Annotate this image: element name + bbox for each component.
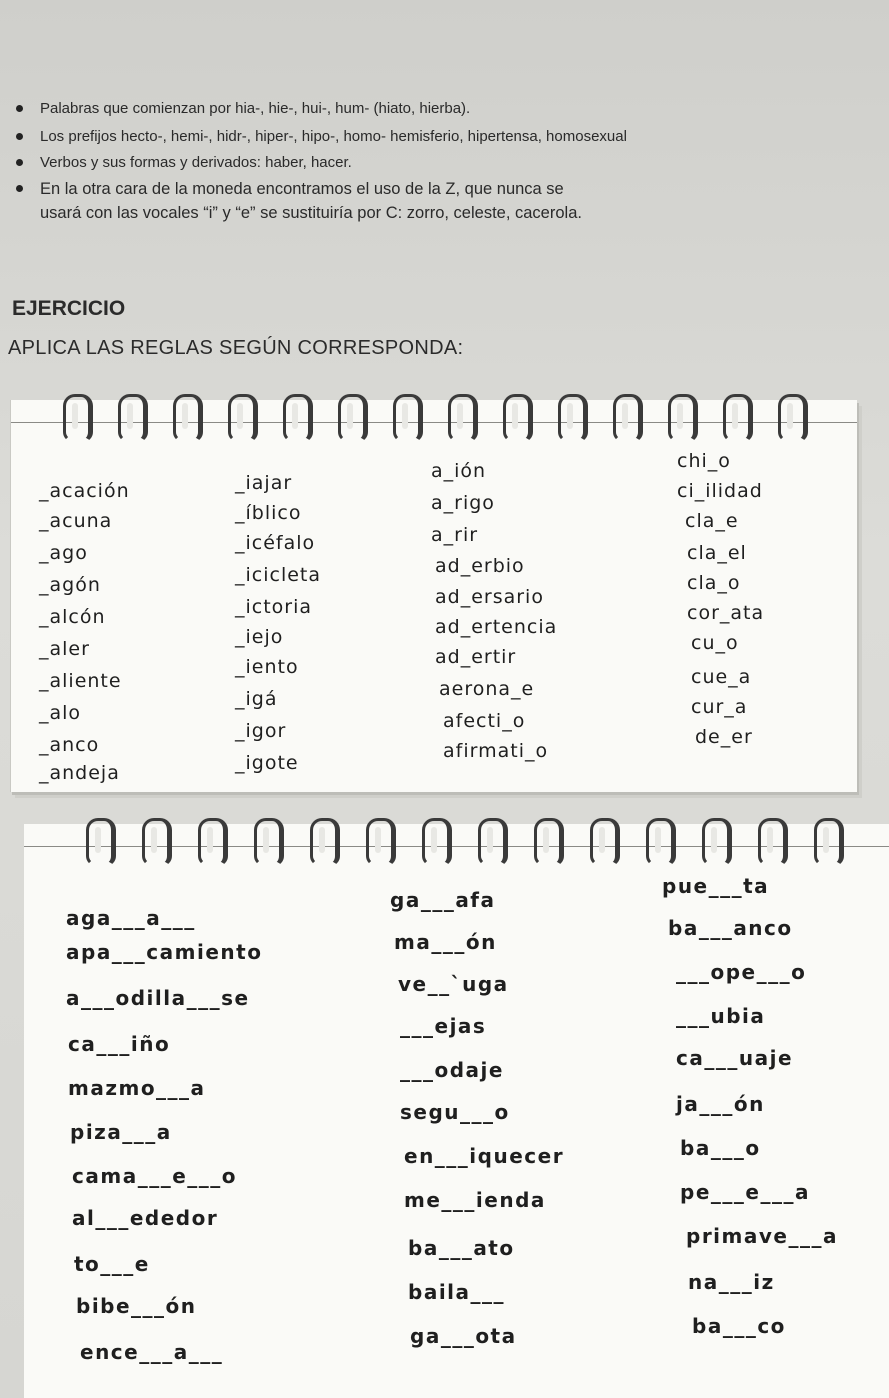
word-item: _icicleta [235, 564, 322, 586]
word-item: _acuna [39, 510, 113, 532]
word-item: _iajar [235, 472, 293, 494]
spiral-ring-icon [393, 394, 423, 442]
bullet-dot [16, 105, 23, 112]
word-item: _icéfalo [235, 532, 316, 554]
word-item: de_er [695, 726, 753, 748]
word-item: en___iquecer [404, 1144, 565, 1168]
spiral-ring-icon [198, 818, 228, 866]
spiral-ring-icon [503, 394, 533, 442]
word-item: al___ededor [72, 1206, 219, 1230]
word-item: ba___co [692, 1314, 786, 1338]
word-item: _íblico [235, 502, 302, 524]
spiral-ring-icon [63, 394, 93, 442]
rule-text-continuation: usará con las vocales “i” y “e” se sustituiría por C: zorro, celeste, cacerola. [40, 204, 582, 222]
word-item: _iejo [235, 626, 284, 648]
spiral-ring-icon [590, 818, 620, 866]
word-item: primave___a [686, 1224, 838, 1248]
word-item: ad_erbio [435, 555, 525, 577]
spiral-ring-icon [86, 818, 116, 866]
word-item: _iento [235, 656, 299, 678]
word-item: pue___ta [662, 874, 770, 898]
word-item: ad_ersario [435, 586, 544, 608]
spiral-ring-icon [118, 394, 148, 442]
bullet-dot [16, 159, 23, 166]
spiral-ring-icon [283, 394, 313, 442]
rule-text: En la otra cara de la moneda encontramos el uso de la Z, que nunca se [40, 180, 564, 198]
word-item: ence___a___ [80, 1340, 224, 1364]
word-item: aerona_e [439, 678, 535, 700]
spiral-ring-icon [338, 394, 368, 442]
word-item: afirmati_o [443, 740, 549, 762]
spiral-ring-icon [646, 818, 676, 866]
spiral-ring-icon [254, 818, 284, 866]
word-item: a_ión [431, 460, 487, 482]
word-item: cor_ata [687, 602, 765, 624]
word-item: ca___uaje [676, 1046, 794, 1070]
spiral-ring-icon [173, 394, 203, 442]
word-item: apa___camiento [66, 940, 263, 964]
word-item: me___ienda [404, 1188, 546, 1212]
word-item: cla_o [687, 572, 741, 594]
word-item: ad_ertir [435, 646, 517, 668]
rule-item [40, 154, 352, 171]
spiral-ring-icon [814, 818, 844, 866]
word-item: to___e [74, 1252, 150, 1276]
word-item: _ictoria [235, 596, 313, 618]
word-item: baila___ [408, 1280, 506, 1304]
spiral-ring-icon [702, 818, 732, 866]
word-item: ve__`uga [398, 972, 509, 996]
spiral-ring-icon [758, 818, 788, 866]
rule-item [40, 180, 582, 222]
word-item: pe___e___a [680, 1180, 810, 1204]
spiral-ring-icon [778, 394, 808, 442]
spiral-ring-icon [422, 818, 452, 866]
word-item: ___ubia [676, 1004, 766, 1028]
word-item: cla_e [685, 510, 739, 532]
word-item: ba___ato [408, 1236, 515, 1260]
word-item: _acación [39, 480, 130, 502]
word-item: ___odaje [400, 1058, 504, 1082]
spiral-card-2 [24, 824, 889, 1398]
spiral-ring-icon [228, 394, 258, 442]
rule-item [40, 128, 627, 145]
rule-text: Palabras que comienzan por hia-, hie-, hui-, hum- (hiato, hierba). [40, 100, 471, 117]
word-item: chi_o [677, 450, 731, 472]
word-item: ba___o [680, 1136, 761, 1160]
word-item: cla_el [687, 542, 747, 564]
word-item: _alo [39, 702, 82, 724]
spiral-ring-icon [613, 394, 643, 442]
word-item: ja___ón [676, 1092, 765, 1116]
word-item: segu___o [400, 1100, 510, 1124]
word-item: ba___anco [668, 916, 793, 940]
rule-text: Los prefijos hecto-, hemi-, hidr-, hiper-, hipo-, homo- hemisferio, hipertensa, homosexual [40, 128, 627, 145]
word-item: a___odilla___se [66, 986, 250, 1010]
word-item: ga___afa [390, 888, 496, 912]
word-item: _igor [235, 720, 287, 742]
spiral-ring-icon [723, 394, 753, 442]
word-item: cur_a [691, 696, 748, 718]
spiral-ring-icon [534, 818, 564, 866]
rule-item [40, 100, 470, 117]
word-item: na___iz [688, 1270, 775, 1294]
word-item: _alcón [39, 606, 106, 628]
word-item: ci_ilidad [677, 480, 763, 502]
word-item: piza___a [70, 1120, 172, 1144]
word-item: ___ejas [400, 1014, 487, 1038]
word-item: a_rigo [431, 492, 495, 514]
word-item: _andeja [39, 762, 120, 784]
word-item: ca___iño [68, 1032, 171, 1056]
word-item: _igote [235, 752, 299, 774]
word-item: _aliente [39, 670, 122, 692]
word-item: bibe___ón [76, 1294, 197, 1318]
word-item: _agón [39, 574, 101, 596]
spiral-ring-icon [448, 394, 478, 442]
word-item: mazmo___a [68, 1076, 206, 1100]
bullet-dot [16, 185, 23, 192]
exercise-heading: EJERCICIO [12, 297, 126, 320]
spiral-ring-icon [478, 818, 508, 866]
bullet-dot [16, 133, 23, 140]
word-item: _aler [39, 638, 90, 660]
word-item: cu_o [691, 632, 739, 654]
word-item: cama___e___o [72, 1164, 237, 1188]
rule-text: Verbos y sus formas y derivados: haber, hacer. [40, 154, 352, 171]
word-item: afecti_o [443, 710, 526, 732]
spiral-ring-icon [310, 818, 340, 866]
word-item: aga___a___ [66, 906, 196, 930]
spiral-ring-icon [142, 818, 172, 866]
word-item: ga___ota [410, 1324, 517, 1348]
exercise-instruction: APLICA LAS REGLAS SEGÚN CORRESPONDA: [8, 337, 464, 359]
spiral-ring-icon [558, 394, 588, 442]
word-item: ___ope___o [676, 960, 807, 984]
word-item: a_rir [431, 524, 479, 546]
word-item: _anco [39, 734, 100, 756]
word-item: ma___ón [394, 930, 497, 954]
word-item: _igá [235, 688, 278, 710]
word-item: ad_ertencia [435, 616, 558, 638]
word-item: _ago [39, 542, 88, 564]
spiral-card-1 [10, 400, 857, 792]
spiral-ring-icon [668, 394, 698, 442]
word-item: cue_a [691, 666, 752, 688]
spiral-ring-icon [366, 818, 396, 866]
